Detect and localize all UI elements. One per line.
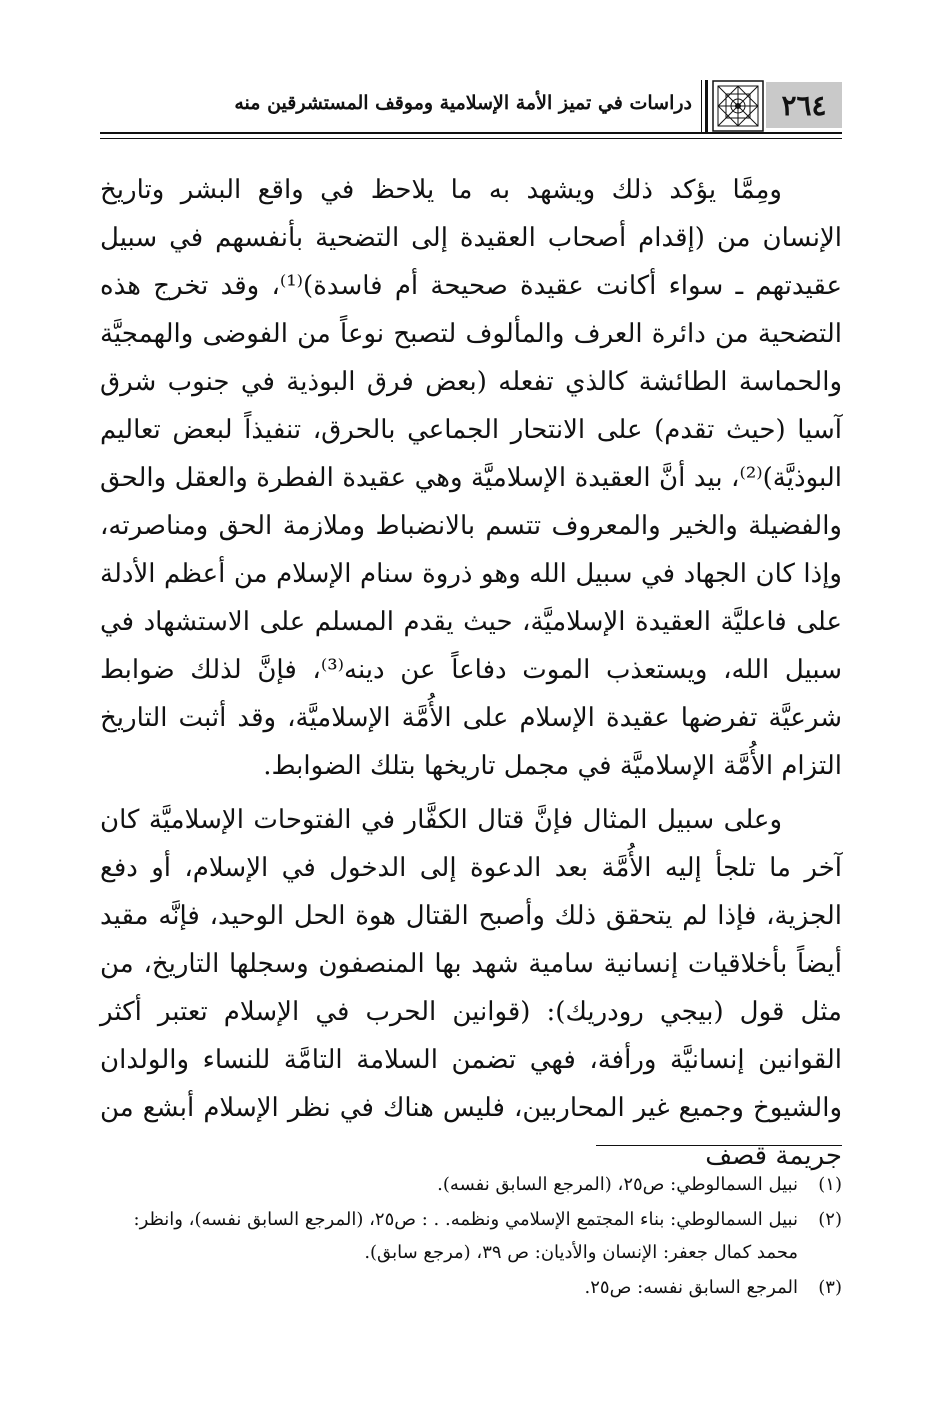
main-text [100, 166, 842, 1186]
header-divider [701, 80, 702, 132]
footnote [100, 1203, 842, 1269]
footnote [100, 1271, 842, 1304]
footnote-number: (٣) [818, 1277, 842, 1298]
footnote-text: المرجع السابق نفسه: ص٢٥. [584, 1277, 798, 1298]
footnote-text: نبيل السمالوطي: بناء المجتمع الإسلامي ونظمه. . : ص٢٥، (المرجع السابق نفسه)، وانظر: محمد كمال جعفر: الإنسان والأديان: ص ٣٩، (مرجع سابق). [133, 1209, 798, 1263]
geometric-ornament-icon [712, 80, 764, 132]
paragraph: ومِمَّا يؤكد ذلك ويشهد به ما يلاحظ في واقع البشر وتاريخ الإنسان من (إقدام أصحاب العقيدة إلى التضحية بأنفسهم في سبيل عقيدتهم ـ سواء أكانت عقيدة صحيحة أم فاسدة)⁽¹⁾، وقد تخرج هذه التضحية من دائرة العرف والمألوف لتصبح نوعاً من الفوضى والهمجيَّة والحماسة الطائشة كالذي تفعله (بعض فرق البوذية في جنوب شرق آسيا (حيث تقدم) على الانتحار الجماعي بالحرق، تنفيذاً لبعض تعاليم البوذيَّة)⁽²⁾، بيد أنَّ العقيدة الإسلاميَّة وهي عقيدة الفطرة والعقل والحق والفضيلة والخير والمعروف تتسم بالانضباط وملازمة الحق ومناصرته، وإذا كان الجهاد في سبيل الله وهو ذروة سنام الإسلام من أعظم الأدلة على فاعليَّة العقيدة الإسلاميَّة، حيث يقدم المسلم على الاستشهاد في سبيل الله، ويستعذب الموت دفاعاً عن دينه⁽³⁾، فإنَّ لذلك ضوابط شرعيَّة تفرضها عقيدة الإسلام على الأُمَّة الإسلاميَّة، وقد أثبت التاريخ التزام الأُمَّة الإسلاميَّة في مجمل تاريخها بتلك الضوابط. [100, 175, 842, 781]
footnote [100, 1168, 842, 1201]
header-rule [100, 138, 842, 139]
footnote-text: نبيل السمالوطي: ص٢٥، (المرجع السابق نفسه). [437, 1174, 798, 1195]
header-rule [100, 132, 842, 134]
footnotes [100, 1168, 842, 1306]
page-header [100, 78, 842, 134]
running-title: دراسات في تميز الأمة الإسلامية وموقف المستشرقين منه [234, 92, 692, 114]
footnote-number: (٢) [818, 1209, 842, 1230]
header-divider [705, 80, 708, 132]
page-number: ٢٦٤ [766, 82, 842, 128]
footnote-separator [596, 1145, 842, 1146]
footnote-number: (١) [818, 1174, 842, 1195]
paragraph: وعلى سبيل المثال فإنَّ قتال الكفَّار في الفتوحات الإسلاميَّة كان آخر ما تلجأ إليه الأُمَّة بعد الدعوة إلى الدخول في الإسلام، أو دفع الجزية، فإذا لم يتحقق ذلك وأصبح القتال هوة الحل الوحيد، فإنَّه مقيد أيضاً بأخلاقيات إنسانية سامية شهد بها المنصفون وسجلها التاريخ، من مثل قول (بيجي رودريك): (قوانين الحرب في الإسلام تعتبر أكثر القوانين إنسانيَّة ورأفة، فهي تضمن السلامة التامَّة للنساء والولدان والشيوخ وجميع غير المحاربين، فليس هناك في نظر الإسلام أبشع من جريمة قصف [100, 805, 842, 1171]
